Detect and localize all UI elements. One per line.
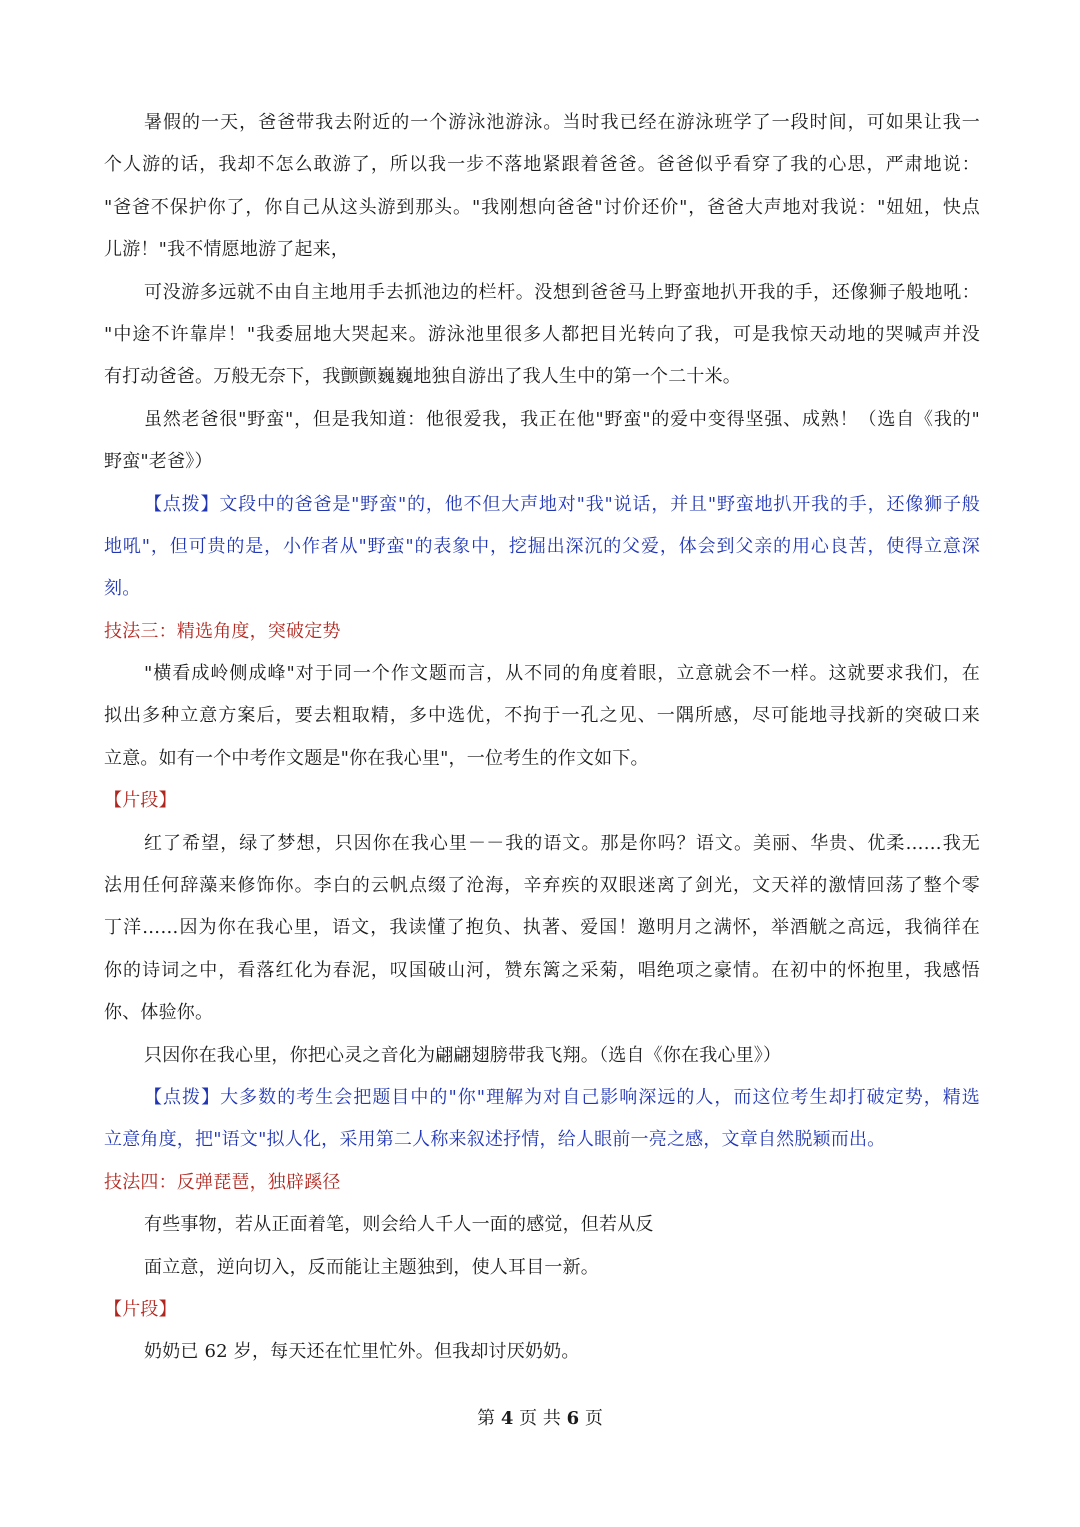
tip-line [104,1077,980,1119]
current-page-number: 4 [500,1408,514,1429]
paragraph-line: "横看成岭侧成峰"对于同一个作文题而言，从不同的角度着眼，立意就会不一样。这就要求我们，在 [144,663,980,685]
footer-suffix: 页 [584,1408,603,1429]
paragraph-line: 野蛮"老爸》） [104,451,213,473]
paragraph-line: 你、体验你。 [104,1002,214,1024]
paragraph-line: 法用任何辞藻来修饰你。李白的云帆点缀了沧海，辛弃疾的双眼迷离了剑光，文天祥的激情回荡了整个零 [104,875,980,897]
paragraph-line: 有打动爸爸。万般无奈下，我颤颤巍巍地独自游出了我人生中的第一个二十米。 [104,366,741,388]
paragraph-line: 面立意，逆向切入，反而能让主题独到，使人耳目一新。 [144,1256,599,1278]
fragment-label: 【片段】 [104,1298,177,1320]
tip-tag: 【点拨】 [144,493,220,515]
tip-line: 地吼"，但可贵的是，小作者从"野蛮"的表象中，挖掘出深沉的父爱，体会到父亲的用心良苦，使得立意深 [104,535,980,557]
paragraph-line: 立意。如有一个中考作文题是"你在我心里"，一位考生的作文如下。 [104,747,649,769]
paragraph-line: 丁洋……因为你在我心里，语文，我读懂了抱负、执著、爱国！邀明月之满怀，举酒觥之高远，我徜徉在 [104,917,980,939]
paragraph-line: 可没游多远就不由自主地用手去抓池边的栏杆。没想到爸爸马上野蛮地扒开我的手，还像狮子般地吼： [144,281,980,303]
paragraph-line: 虽然老爸很"野蛮"，但是我知道：他很爱我，我正在他"野蛮"的爱中变得坚强、成熟！（选自《我的" [144,408,980,430]
tip-text: 文段中的爸爸是"野蛮"的，他不但大声地对"我"说话，并且"野蛮地扒开我的手，还像狮子般 [219,493,980,515]
fragment-label: 【片段】 [104,790,177,812]
tip-line: 立意角度，把"语文"拟人化，采用第二人称来叙述抒情，给人眼前一亮之感，文章自然脱颖而出。 [104,1129,886,1151]
total-page-number: 6 [566,1408,580,1429]
paragraph-line: 儿游！"我不情愿地游了起来， [104,239,350,261]
paragraph-line: 有些事物，若从正面着笔，则会给人千人一面的感觉，但若从反 [144,1214,654,1236]
paragraph-line: 奶奶已 62 岁，每天还在忙里忙外。但我却讨厌奶奶。 [144,1341,580,1363]
paragraph-line: 暑假的一天，爸爸带我去附近的一个游泳池游泳。当时我已经在游泳班学了一段时间，可如果让我一 [144,112,980,133]
section-heading: 技法三：精选角度，突破定势 [104,620,341,642]
paragraph-line: 个人游的话，我却不怎么敢游了，所以我一步不落地紧跟着爸爸。爸爸似乎看穿了我的心思，严肃地说： [104,154,980,176]
paragraph-line: 拟出多种立意方案后，要去粗取精，多中选优，不拘于一孔之见、一隅所感，尽可能地寻找新的突破口来 [104,705,980,727]
document-page [104,102,980,1374]
section-heading: 技法四：反弹琵琶，独辟蹊径 [104,1171,341,1193]
tip-line: 刻。 [104,578,141,600]
paragraph-line: 你的诗词之中，看落红化为春泥，叹国破山河，赞东篱之采菊，唱绝项之豪情。在初中的怀抱里，我感悟 [104,959,980,981]
footer-prefix: 第 [477,1408,496,1429]
tip-line [104,484,980,526]
tip-tag: 【点拨】 [144,1086,221,1108]
footer-middle: 页 共 [519,1408,561,1429]
page-footer [0,1405,1080,1433]
paragraph-line: 红了希望，绿了梦想，只因你在我心里－－我的语文。那是你吗？语文。美丽、华贵、优柔……我无 [144,832,980,854]
paragraph-line: "中途不许靠岸！"我委屈地大哭起来。游泳池里很多人都把目光转向了我，可是我惊天动地的哭喊声并没 [104,323,980,345]
paragraph-line: "爸爸不保护你了，你自己从这头游到那头。"我刚想向爸爸"讨价还价"，爸爸大声地对我说："妞妞，快点 [104,196,980,218]
tip-text: 大多数的考生会把题目中的"你"理解为对自己影响深远的人，而这位考生却打破定势，精选 [220,1086,980,1108]
paragraph-line: 只因你在我心里，你把心灵之音化为翩翩翅膀带我飞翔。（选自《你在我心里》） [144,1044,782,1066]
